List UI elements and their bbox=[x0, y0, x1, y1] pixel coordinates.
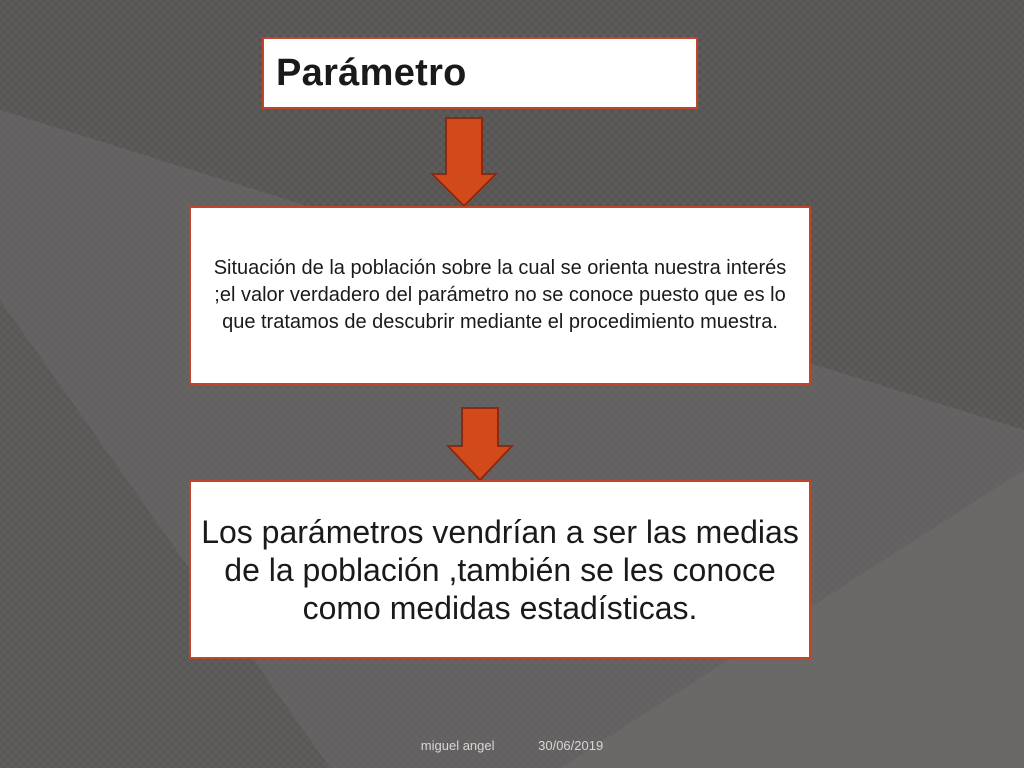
definition-text: Situación de la población sobre la cual se orienta nuestra interés ;el valor verdadero del parámetro no se conoce puesto que es lo que tratamos de descubrir mediante el procedimiento muestra. bbox=[213, 257, 787, 333]
footer-author: miguel angel bbox=[420, 738, 495, 753]
footer-date: 30/06/2019 bbox=[538, 738, 604, 753]
note-box bbox=[189, 480, 811, 659]
note-text: Los parámetros vendrían a ser las medias de la población ,también se les conoce como medidas estadísticas. bbox=[201, 513, 799, 626]
down-arrow-icon bbox=[444, 406, 516, 482]
slide-footer bbox=[0, 738, 1024, 753]
definition-box bbox=[189, 206, 811, 385]
title-box bbox=[262, 37, 698, 109]
down-arrow-icon bbox=[428, 116, 500, 208]
slide-title: Parámetro bbox=[276, 51, 467, 94]
